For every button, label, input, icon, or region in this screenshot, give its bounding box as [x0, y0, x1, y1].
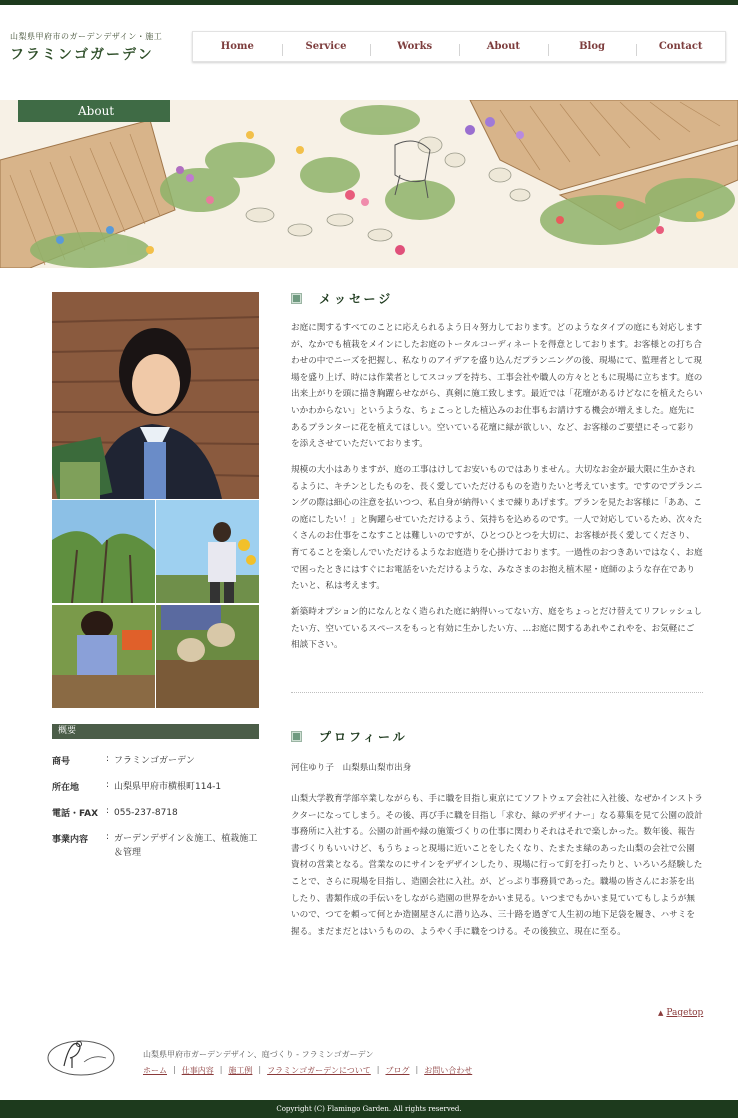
nav-blog[interactable]: Blog: [548, 41, 637, 52]
overview-header: 概要: [52, 724, 259, 739]
hero-garden-illustration: [0, 100, 738, 268]
square-bullet-icon: [292, 294, 301, 303]
photo-gardener-sunflowers: [156, 500, 259, 603]
copyright-bar: Copyright (C) Flamingo Garden. All rights reserved.: [0, 1100, 738, 1118]
overview-value: フラミンゴガーデン: [114, 756, 195, 766]
overview-label: 商号: [52, 757, 71, 767]
overview-label: 電話・FAX: [52, 809, 99, 819]
message-title: メッセージ: [319, 291, 394, 306]
photo-tree: [52, 500, 155, 603]
main-nav: [192, 31, 726, 62]
page-tab-label: About: [18, 100, 170, 122]
footer-link-services[interactable]: 仕事内容: [181, 1066, 214, 1075]
footer-link-home[interactable]: ホーム: [143, 1066, 167, 1075]
profile-name-line: 河住ゆり子 山梨県山梨市出身: [291, 763, 412, 773]
footer-link-about[interactable]: フラミンゴガーデンについて: [267, 1066, 371, 1075]
overview-value: ガーデンデザイン＆施工、植栽施工＆管理: [114, 834, 258, 858]
triangle-up-icon: ▲: [658, 1009, 664, 1017]
pagetop-label: Pagetop: [666, 1008, 704, 1018]
nav-service[interactable]: Service: [282, 41, 371, 52]
nav-works[interactable]: Works: [370, 41, 459, 52]
footer-link-blog[interactable]: ブログ: [385, 1066, 410, 1075]
work-photo-grid: [52, 500, 259, 708]
message-paragraph-1: お庭に関するすべてのことに応えられるよう日々努力しております。どのようなタイプの庭にも対応しますが、なかでも植栽をメインにしたお庭のトータルコーディネートを得意としております。お客様との打ち合わせの中でニーズを把握し、私なりのアイデアを盛り込んだプランニングの後、現場にて、監理者として現場を盛り上げ、時には作業者としてスコップを持ち、工事会社や職人の方々とともに現場に立ちます。庭の出来上がりを頭に描き胸躍らせながら、真剣に施工致します。最近では「花壇があるけどなにを植えたらいいかわからない」というような、ちょこっとした植込みのお仕事もお請けする機会が増えました。庭先にあるプランターに花を植えてほしい。空いている花壇に緑が欲しい、など、お客様のご要望にそって彩りを添えさせていただいております。: [291, 323, 703, 450]
footer-link-works[interactable]: 施工例: [228, 1066, 253, 1075]
overview-label: 事業内容: [52, 835, 89, 845]
flamingo-logo-icon[interactable]: [44, 1036, 118, 1078]
overview-value: 055-237-8718: [114, 808, 178, 818]
footer-links: ホーム | 仕事内容 | 施工例 | フラミンゴガーデンについて | ブログ | お問い合わせ: [143, 1065, 473, 1075]
message-paragraph-2: 規模の大小はありますが、庭の工事はけしてお安いものではありません。大切なお金が最大限に生かされるように、キチンとしたものを、長く愛していただけるものを造りたいと考えています。ですのでプランニングの際は細心の注意を払いつつ、私自身が納得いくまで練りあげます。プランを見たお客様に「ああ、この庭にしたい！」と胸躍らせていただけるよう、気持ちを込めるのです。一人で対応しているため、次々たくさんのお仕事をこなすことは難しいのですが、ひとつひとつを大切に、お客様が長く愛してくださり、育てることを楽しんでいただけるようなお庭造りを心掛けております。一過性のおつきあいではなく、お庭で困ったときにはすぐにお電話をいただけるような、みなさまのお抱え植木屋・庭師のような存在でありたいと、私は考えます。: [291, 465, 703, 592]
footer-link-contact[interactable]: お問い合わせ: [424, 1066, 473, 1075]
photo-planting: [52, 605, 155, 708]
site-logo[interactable]: フラミンゴガーデン: [10, 47, 154, 63]
profile-heading: [292, 729, 408, 743]
nav-home[interactable]: Home: [220, 41, 254, 52]
profile-body: 山梨大学教育学部卒業しながらも、手に職を目指し東京にてソフトウェア会社に入社後、なぜかインストラクターになってしまう。その後、再び手に職を目指し「求む、緑のデザイナー」なる募集を見て公園の設計事務所に入社する。公園の計画や緑の施策づくりの仕事に関わりそれはそれで楽しかった。数年後、報告書づくりもいいけど、もうちょっと現場に近いことをしたくなり、たまたま緑のあった山梨の会社で公園資材の営業となる。営業なのにサインをデザインしたり、現場に行って釘を打ったりと、いろいろ経験したことで、さらに現場を目指し、造園会社に入社。が、どっぷり事務員であった。職場の皆さんにお茶を出したり、書類作成の手伝いをしながら造園の世界をかいま見る。いつまでもかいま見ていてもしようが無いので、つてを頼って何とか造園屋さんに潜り込み、三十路を過ぎて人生初の地下足袋を履き、ハサミを握る。まだまだとはいうものの、ようやく手に職をつける。その後独立、現在に至る。: [291, 794, 703, 937]
nav-contact[interactable]: Contact: [636, 41, 725, 52]
logo-subtitle: 山梨県甲府市のガーデンデザイン・施工: [10, 32, 163, 41]
message-paragraph-3: 新築時オプション的になんとなく造られた庭に納得いってない方、庭をちょっとだけ替えてリフレッシュしたい方、空いているスペースをもっと有効に生かしたい方、…お庭に関するあれやこれやを、お気軽にご相談下さい。: [291, 607, 703, 651]
section-divider: [291, 692, 703, 693]
overview-value: 山梨県甲府市横根町114-1: [114, 782, 222, 792]
footer-description: 山梨県甲府市ガーデンデザイン、庭づくり - フラミンゴガーデン: [143, 1050, 374, 1059]
message-heading: [292, 291, 393, 305]
nav-about[interactable]: About: [459, 41, 548, 52]
square-bullet-icon: [292, 732, 301, 741]
profile-title: プロフィール: [319, 729, 408, 744]
overview-label: 所在地: [52, 783, 80, 793]
portrait-photo: [52, 292, 259, 499]
top-bar: [0, 0, 738, 5]
pagetop-link[interactable]: [658, 1008, 703, 1018]
photo-soil-hands: [156, 605, 259, 708]
